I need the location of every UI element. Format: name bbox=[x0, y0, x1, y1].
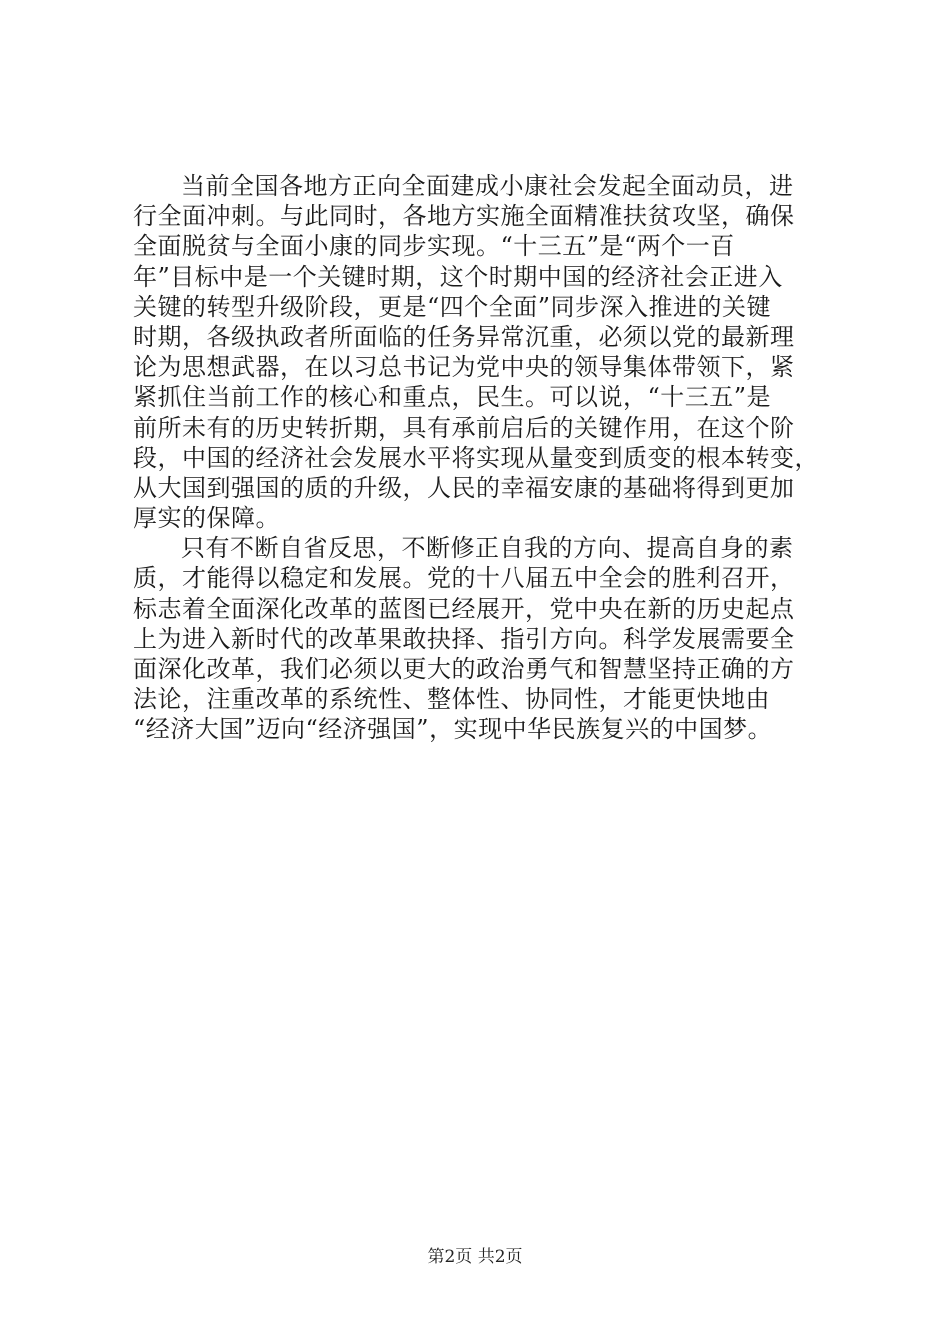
text-line: 上为进入新时代的改革果敢抉择、指引方向。科学发展需要全 bbox=[133, 624, 795, 653]
text-line: 行全面冲刺。与此同时，各地方实施全面精准扶贫攻坚，确保 bbox=[133, 202, 795, 231]
text-line: “经济大国”迈向“经济强国”，实现中华民族复兴的中国梦。 bbox=[133, 715, 773, 744]
page-footer bbox=[0, 1246, 950, 1268]
paragraph-1 bbox=[133, 171, 833, 533]
text-line: 前所未有的历史转折期，具有承前启后的关键作用，在这个阶 bbox=[133, 413, 795, 442]
text-line: 当前全国各地方正向全面建成小康社会发起全面动员，进 bbox=[181, 172, 794, 200]
page-number: 第2页 共2页 bbox=[427, 1247, 523, 1267]
text-line: 质，才能得以稳定和发展。党的十八届五中全会的胜利召开， bbox=[133, 564, 795, 593]
paragraph-2 bbox=[133, 533, 833, 744]
text-line: 法论，注重改革的系统性、整体性、协同性，才能更快地由 bbox=[133, 685, 770, 714]
text-line: 时期，各级执政者所面临的任务异常沉重，必须以党的最新理 bbox=[133, 322, 795, 351]
document-body bbox=[133, 171, 833, 745]
text-line: 标志着全面深化改革的蓝图已经展开，党中央在新的历史起点 bbox=[133, 594, 795, 623]
text-line: 厚实的保障。 bbox=[133, 504, 280, 533]
text-line: 关键的转型升级阶段，更是“四个全面”同步深入推进的关键 bbox=[133, 292, 772, 321]
text-line: 面深化改革，我们必须以更大的政治勇气和智慧坚持正确的方 bbox=[133, 655, 795, 683]
text-line: 论为思想武器，在以习总书记为党中央的领导集体带领下，紧 bbox=[133, 353, 795, 382]
text-line: 从大国到强国的质的升级，人民的幸福安康的基础将得到更加 bbox=[133, 473, 795, 502]
text-line: 只有不断自省反思，不断修正自我的方向、提高自身的素 bbox=[181, 534, 794, 563]
text-line: 年”目标中是一个关键时期，这个时期中国的经济社会正进入 bbox=[133, 262, 783, 291]
text-line: 段，中国的经济社会发展水平将实现从量变到质变的根本转变， bbox=[133, 443, 819, 472]
text-line: 紧抓住当前工作的核心和重点，民生。可以说，“十三五”是 bbox=[133, 383, 772, 412]
text-line: 全面脱贫与全面小康的同步实现。“十三五”是“两个一百 bbox=[133, 232, 735, 261]
